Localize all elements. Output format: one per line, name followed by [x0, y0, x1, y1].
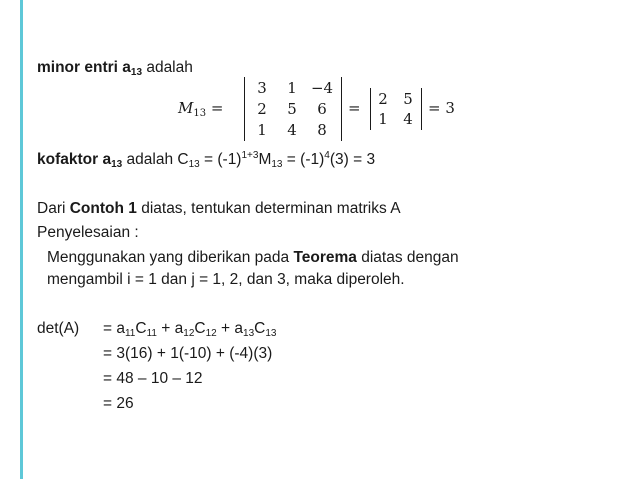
contoh-line: Dari Contoh 1 diatas, tentukan determinan matriks A [37, 200, 401, 217]
matrix-cell: 1 [378, 110, 388, 128]
matrix-cell: 5 [403, 90, 413, 108]
matrix-cell: 6 [317, 100, 327, 118]
matrix-cell: 2 [257, 100, 267, 118]
matrix-cell: 1 [287, 79, 297, 97]
matrix-cell: 3 [257, 79, 267, 97]
matrix-cell: 4 [287, 121, 297, 139]
matrix-cell: 1 [257, 121, 267, 139]
det-label: det(A) [37, 320, 80, 337]
determinant-3x3 [244, 77, 342, 141]
matrix-cell: 5 [287, 100, 297, 118]
matrix-cell: 4 [403, 110, 413, 128]
determinant-2x2 [370, 88, 422, 130]
matrix-cell: 2 [378, 90, 388, 108]
det-line-4: = 26 [103, 395, 134, 412]
accent-bar [20, 0, 23, 479]
minor-label: $M_{13}$ = [178, 99, 224, 119]
det-line-1: = $a_{11}C_{11} + a_{12}C_{12} + a_{13}C_{13}$ [103, 320, 277, 339]
teorema-line: Menggunakan yang diberikan pada Teorema diatas dengan [47, 249, 459, 266]
matrix-cell: −4 [310, 79, 334, 97]
mengambil-line: mengambil i = 1 dan j = 1, 2, dan 3, maka diperoleh. [47, 271, 405, 288]
penyelesaian-label: Penyelesaian : [37, 224, 139, 241]
det-line-2: = 3(16) + 1(-10) + (-4)(3) [103, 345, 273, 362]
matrix-cell: 8 [317, 121, 327, 139]
minor-heading: minor entri $a_{13}$ adalah [37, 59, 193, 78]
det-line-3: = 48 – 10 – 12 [103, 370, 203, 387]
kofaktor-line: kofaktor $a_{13}$ adalah $C_{13} = (-1)^{1+3}M_{13} = (-1)^4(3) = 3$ [37, 150, 376, 170]
minor-result: = 3 [428, 99, 455, 117]
equals-sign: = [348, 99, 361, 117]
